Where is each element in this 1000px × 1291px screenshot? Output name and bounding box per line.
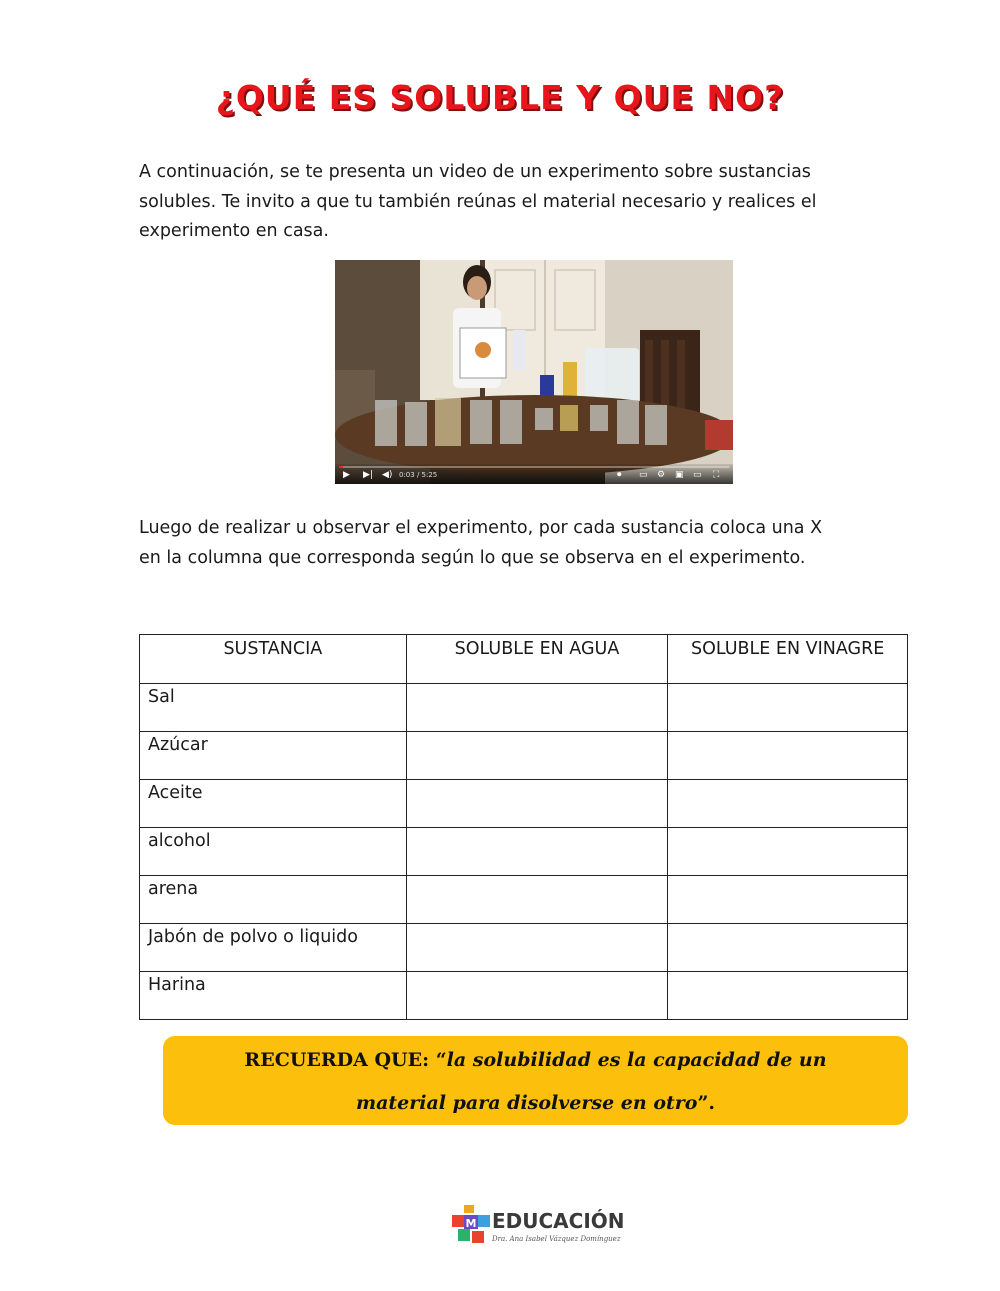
substance-cell: Jabón de polvo o liquido (140, 924, 407, 972)
captions-icon[interactable]: ▭ (639, 470, 648, 480)
header-sustancia: SUSTANCIA (140, 635, 407, 684)
substance-cell: Aceite (140, 780, 407, 828)
instructions-line: en la columna que corresponda según lo que se observa en el experimento. (139, 547, 806, 568)
video-time: 0:03 / 5:25 (399, 471, 438, 479)
table-row (140, 972, 908, 1020)
intro-line: A continuación, se te presenta un video de un experimento sobre sustancias (139, 162, 811, 182)
logo-subtitle: Dra. Ana Isabel Vázquez Domínguez (492, 1235, 621, 1243)
vinegar-answer-cell[interactable] (668, 732, 908, 780)
substance-cell: Harina (140, 972, 407, 1020)
water-answer-cell[interactable] (406, 732, 668, 780)
intro-paragraph (139, 158, 859, 247)
video-controls (335, 464, 733, 484)
table-header-row (140, 635, 908, 684)
header-soluble-agua: SOLUBLE EN AGUA (406, 635, 668, 684)
vinegar-answer-cell[interactable] (668, 828, 908, 876)
video-player[interactable] (335, 260, 733, 484)
settings-icon[interactable]: ⚙ (657, 470, 666, 480)
reminder-line-2 (163, 1081, 908, 1125)
substance-cell: alcohol (140, 828, 407, 876)
logo (450, 1203, 625, 1253)
vinegar-answer-cell[interactable] (668, 780, 908, 828)
miniplayer-icon[interactable]: ▣ (675, 470, 684, 480)
solubility-table (139, 634, 908, 1020)
water-answer-cell[interactable] (406, 780, 668, 828)
table-row (140, 876, 908, 924)
water-answer-cell[interactable] (406, 876, 668, 924)
svg-text:M: M (465, 1217, 477, 1230)
table-row (140, 732, 908, 780)
table-row (140, 924, 908, 972)
play-icon[interactable]: ▶ (343, 470, 350, 480)
logo-mark-icon (450, 1205, 492, 1247)
water-answer-cell[interactable] (406, 924, 668, 972)
reminder-quote-1: la solubilidad es la capacidad de un (446, 1049, 827, 1071)
substance-cell: Sal (140, 684, 407, 732)
header-soluble-vinagre: SOLUBLE EN VINAGRE (668, 635, 908, 684)
instructions-line: Luego de realizar u observar el experimento, por cada sustancia coloca una X (139, 518, 823, 538)
intro-line: solubles. Te invito a que tu también reúnas el material necesario y realices el (139, 191, 817, 212)
video-frame (335, 260, 733, 484)
logo-wordmark: EDUCACIÓN (492, 1209, 625, 1233)
table-row (140, 828, 908, 876)
substance-cell: Azúcar (140, 732, 407, 780)
table-row (140, 684, 908, 732)
autoplay-toggle-icon[interactable]: ⏺ (617, 470, 622, 480)
video-progress-bar[interactable] (339, 466, 729, 468)
vinegar-answer-cell[interactable] (668, 876, 908, 924)
reminder-tail: ”. (697, 1092, 715, 1114)
vinegar-answer-cell[interactable] (668, 684, 908, 732)
table-row (140, 780, 908, 828)
intro-line: experimento en casa. (139, 221, 329, 241)
reminder-quote-2: material para disolverse en otro (355, 1092, 698, 1114)
reminder-line-1 (163, 1038, 908, 1082)
substance-cell: arena (140, 876, 407, 924)
reminder-box (163, 1036, 908, 1125)
reminder-lead: RECUERDA QUE: “ (244, 1049, 447, 1071)
theater-icon[interactable]: ▭ (693, 470, 702, 480)
vinegar-answer-cell[interactable] (668, 924, 908, 972)
vinegar-answer-cell[interactable] (668, 972, 908, 1020)
next-icon[interactable]: ▶| (363, 470, 373, 480)
volume-icon[interactable]: ◀) (382, 470, 393, 480)
water-answer-cell[interactable] (406, 972, 668, 1020)
instructions-paragraph (139, 514, 859, 573)
water-answer-cell[interactable] (406, 684, 668, 732)
water-answer-cell[interactable] (406, 828, 668, 876)
video-progress-fill (339, 466, 343, 468)
page-title: ¿QUÉ ES SOLUBLE Y QUE NO? (215, 78, 785, 117)
fullscreen-icon[interactable]: ⛶ (713, 470, 720, 480)
